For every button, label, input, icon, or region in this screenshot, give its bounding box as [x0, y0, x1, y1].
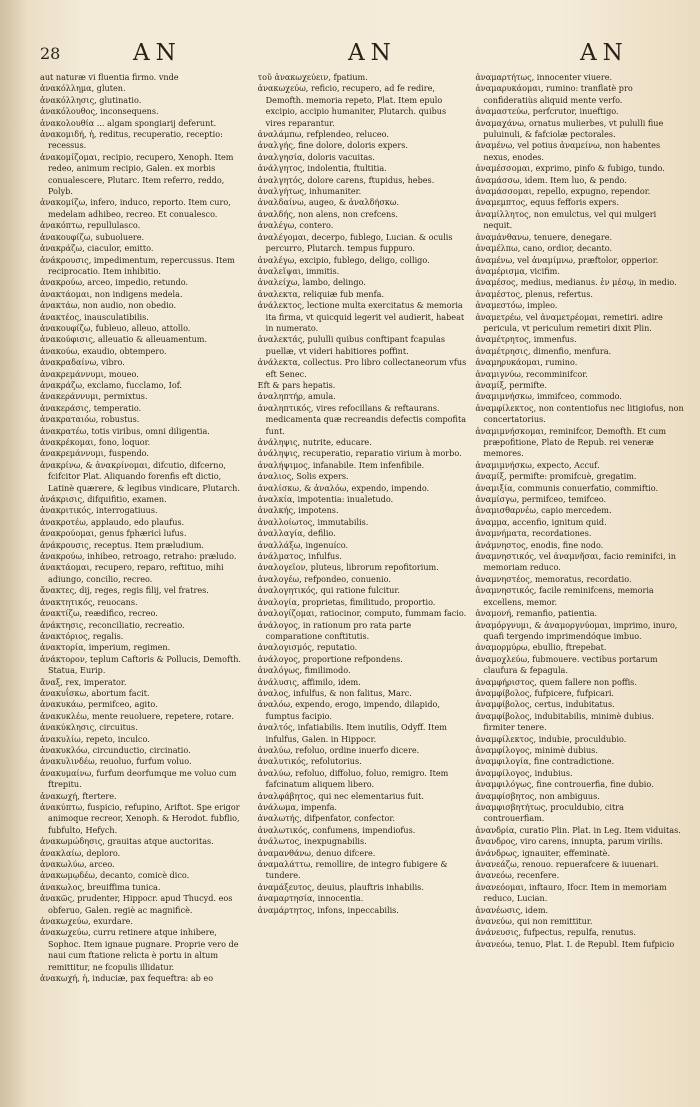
dictionary-entry: ἀναμνήματα, recordationes. — [475, 528, 592, 539]
dictionary-entry: ἀναλωτικός, confumens, impendiofus. — [257, 824, 416, 835]
dictionary-entry: ἀναλύω, refoluo, ordine inuerfo dicere. — [257, 744, 420, 755]
dictionary-entry: ἀναλυτικός, refolutorius. — [257, 756, 362, 767]
dictionary-entry: ἀνάκτορον, teplum Caftoris & Pollucis, Demofth. Statua, Eurip. — [40, 653, 241, 676]
dictionary-entry: ἀνάνδρως, ignauiter, effeminatè. — [475, 847, 611, 858]
dictionary-entry: ἄνανδρος, viro carens, innupta, parum virilis. — [475, 836, 663, 847]
dictionary-entry: ἀνακρίνω, & ἀνακρίνομαι, difcutio, difcerno, fcifcitor Plat. Aliquando forenfis eft dictio, Latinè quærere, & legibus vindicare, Plutarch. — [40, 459, 240, 493]
dictionary-entry: ἀναμίξ, permifte: promifcuè, gregatim. — [475, 471, 637, 482]
dictionary-entry: ἀνακριτικός, interrogatiuus. — [40, 505, 158, 516]
dictionary-entry: ἀνακραδαίνω, vibro. — [40, 357, 125, 368]
dictionary-entry: ἀναμμα, accenfio, ignitum quid. — [475, 516, 607, 527]
dictionary-entry: ἀνάλογος, proportione refpondens. — [257, 653, 403, 664]
dictionary-entry: ἀνακυκλέω, mente reuoluere, repetere, rotare. — [40, 710, 234, 721]
dictionary-entry: ἀναμαχάνω, ornatus mulierbes, vt pululli fiue puluinuli, & fafciolæ pectorales. — [475, 117, 664, 140]
dictionary-entry: ἀναμφίλογος, indubius. — [475, 767, 573, 778]
dictionary-entry: ἀναλωτής, difpenfator, confector. — [257, 813, 395, 824]
dictionary-entry: ἀναμετρέω, vel ἀναμετρέομαι, remetiri. adire pericula, vt periculum remetiri dixit Plin. — [475, 311, 663, 333]
dictionary-entry: ἀνακυλίω, repeto, inculco. — [40, 733, 150, 744]
dictionary-entry: ἀνάμνηστος, enodis, fine nodo. — [475, 539, 604, 550]
page-number: 28 — [40, 44, 61, 63]
dictionary-entry: ἀναμαρτησία, innocentia. — [257, 893, 364, 904]
column-middle — [258, 72, 467, 1095]
dictionary-entry: ἀναλλοίωτος, immutabilis. — [257, 516, 369, 527]
dictionary-entry: ἀνανεόομαι, inftauro, Ifocr. Item in memoriam reduco, Lucian. — [475, 881, 667, 904]
dictionary-entry: ἀνακτίζω, reædifico, recreo. — [40, 608, 158, 619]
dictionary-entry: ἀνακωχεύω, curru retinere atque inhibere, Sophoc. Item ignaue pugnare. Proprie vero de naui cum ftatione relicta è portu in altum remittitur, ne fcopulis illidatur. — [40, 927, 239, 972]
dictionary-entry: ἀναλίσκω, & ἀναλόω, expendo, impendo. — [257, 482, 430, 493]
dictionary-entry: ἀνακρέκομαι, fono, loquor. — [40, 437, 151, 447]
dictionary-entry: ἀναμφισβητήτως, proculdubio, citra controuerfiam. — [475, 802, 624, 824]
column-right — [475, 72, 684, 1095]
dictionary-entry: ἀναμφίλεκτος, indubie, proculdubio. — [475, 733, 627, 744]
dictionary-entry: ἀνακυμαίνω, furfum deorfumque me voluo cum ftrepitu. — [40, 767, 237, 790]
dictionary-entry: ἀνακόλλησις, glutinatio. — [40, 94, 142, 105]
dictionary-entry: ἀνακτητικός, reuocans. — [40, 596, 138, 607]
dictionary-entry: ἀναμεστόω, impleo. — [475, 300, 558, 311]
dictionary-entry: ἀναλγητός, dolore carens, ftupidus, hebes. — [257, 174, 435, 185]
dictionary-entry: ἀναμιγνύω, recomminifcor. — [475, 368, 588, 379]
dictionary-entry: ἀνακροτέω, applaudo, edo plaufus. — [40, 516, 185, 527]
dictionary-entry: ἀνακρεμάννυμι, fuspendo. — [40, 448, 149, 459]
dictionary-entry: ἀνακόλλημα, gluten. — [40, 83, 126, 94]
dictionary-entry: ἀναμένω, vel ἀναμίμνω, præftolor, opperior. — [475, 254, 659, 265]
dictionary-entry: ἀναμίλλητος, non emulctus, vel qui mulgeri nequit. — [475, 208, 657, 231]
dictionary-entry: ἀνακουφίζω, fubleuo, alleuo, attollo. — [40, 322, 191, 333]
dictionary-entry: ἀνακωχή, ftertere. — [40, 790, 117, 801]
dictionary-entry: ἀνακτορία, imperium, regimen. — [40, 642, 171, 653]
dictionary-entry: ἀναμίξ, permifte. — [475, 379, 547, 390]
dictionary-entry: ἀνακωχεύω, exurdare. — [40, 916, 133, 927]
dictionary-entry: ἀναμένω, vel potius ἀναμείνω, non habentes nexus, enodes. — [475, 140, 661, 162]
dictionary-entry: ἀνακρούω, inhibeo, retroago, retraho: præludo. — [40, 551, 237, 562]
dictionary-entry: ἀναμφίβολος, indubitabilis, minimè dubius. firmiter tenere. — [475, 710, 655, 733]
dictionary-entry: ἀναλογητικός, qui ratione fulcitur. — [257, 585, 400, 596]
dictionary-entry: ἀναμάσσομαι, repello, expugno, rependor. — [475, 186, 651, 197]
dictionary-entry: ἀνακομίζομαι, recipio, recupero, Xenoph. Item redeo, animum recipio, Galen. ex morbis conualescere, Plutarc. Item referro, reddo, Polyb. — [40, 151, 234, 197]
dictionary-entry: ἀναμάξευτος, deuius, plauftris inhabilis. — [257, 881, 424, 892]
column-left — [40, 72, 249, 1095]
dictionary-entry: ἀναλκής, impotens. — [257, 505, 339, 516]
dictionary-entry: ἀναλογία, proprietas, fimilitudo, proportio. — [257, 596, 436, 607]
dictionary-entry: ἀνάκρουσις, receptus. Item præludium. — [40, 539, 204, 550]
dictionary-entry: ἀναλάμπω, refplendeo, reluceo. — [257, 129, 389, 140]
dictionary-entry: ἀναλγής, fine dolore, doloris expers. — [257, 140, 408, 151]
dictionary-entry: ἀναμέσσομαι, exprimo, pinfo & fubigo, tundo. — [475, 163, 665, 174]
dictionary-entry: ἀνάλωτος, inexpugnabilis. — [257, 836, 367, 847]
dictionary-entry: ἀνακτάομαι, recupero, reparo, reftituo, mihi adiungo, concilio, recreo. — [40, 562, 224, 584]
dictionary-entry: ἀναμισθαρνέω, capio mercedem. — [475, 505, 612, 516]
dictionary-entry: ἀναμφιλόγως, fine controuerfia, fine dubio. — [475, 779, 654, 790]
text-columns — [40, 72, 684, 1095]
dictionary-entry: ἀναμέλπω, cano, ordior, decanto. — [475, 243, 613, 254]
dictionary-entry: ἀνάκρισις, difquifitio, examen. — [40, 494, 167, 505]
dictionary-entry: ἀναλτός, infatiabilis. Item inutilis, Odyff. Item infulfus, Galen. in Hippocr. — [257, 722, 447, 744]
dictionary-entry: ἀνακτάω, non audio, non obedio. — [40, 300, 177, 311]
dictionary-entry: ἀναμαρτήτως, innocenter viuere. — [475, 72, 613, 82]
dictionary-entry: ἀνακῶς, prudenter, Hippocr. apud Thucyd. eos obferuo, Galen. regiè ac magnificè. — [40, 893, 233, 915]
dictionary-entry: ἀνάληψις, recuperatio, reparatio virium à morbo. — [257, 448, 462, 459]
dictionary-entry: ἀνακύπτω, fuspicio, refupino, Ariftot. Spe erigor animoque recreor, Xenoph. & Herodot. fubflio, fubfulto, Hefych. — [40, 802, 240, 835]
dictionary-entry: ἀνακράζω, exclamo, fucclamo, Iof. — [40, 379, 182, 390]
dictionary-entry: ἀνάνευσις, fufpectus, repulfa, renutus. — [475, 927, 636, 938]
dictionary-entry: ἀναμηρυκάομαι, rumino. — [475, 357, 578, 368]
dictionary-entry: ἀναλογισμός, reputatio. — [257, 642, 358, 653]
dictionary-entry: ἀνακτόριος, regalis. — [40, 630, 124, 641]
dictionary-entry: ἀνακομίζω, infero, induco, reporto. Item curo, medelam adhibeo, recreo. Et conualesco. — [40, 197, 231, 219]
dictionary-entry: ἀναμάνθανω, tenuere, denegare. — [475, 231, 613, 242]
dictionary-entry: ἀναλόω, expendo, erogo, impendo, dilapido, fumptus facipio. — [257, 699, 440, 721]
dictionary-entry: ἀνακεράσις, temperatio. — [40, 402, 142, 413]
dictionary-entry: ἀναμοχλεύω, fubmouere. vectibus portarum claufura & fepagula. — [475, 653, 658, 676]
dictionary-entry: ἀνακούω, exaudio, obtempero. — [40, 345, 167, 356]
dictionary-entry: ἀνακτέος, inausculatibilis. — [40, 311, 149, 322]
dictionary-entry: ἀναμέστος, plenus, refertus. — [475, 288, 593, 299]
dictionary-entry: ἀναμάσσω, idem. Item luo, & pendo. — [475, 174, 627, 185]
dictionary-entry: ἀναμφιλογία, fine contradictione. — [475, 756, 615, 767]
dictionary-entry: ἄναξ, rex, imperator. — [40, 676, 127, 687]
dictionary-entry: Eft & pars hepatis. — [257, 379, 336, 390]
dictionary-entry: ἀναλογεῖον, pluteus, librorum repofitorium. — [257, 562, 439, 573]
dictionary-entry: ἀναλείχω, lambo, delingo. — [257, 277, 366, 288]
dictionary-entry: ἀνακόλουθος, inconsequens. — [40, 106, 159, 117]
dictionary-entry: ἀνακράζω, ciaculor, emitto. — [40, 243, 154, 254]
dictionary-entry: ἀνακουφίζω, subuoluere. — [40, 231, 145, 242]
dictionary-entry: ἀναλεκτα, reliquiæ fub menfa. — [257, 288, 385, 299]
dictionary-entry: ἀναμάρτητος, infons, inpeccabilis. — [257, 904, 399, 915]
dictionary-entry: ἀναμιξία, communis conuerfatio, commiftio. — [475, 482, 659, 493]
dictionary-entry: ἀναμφίβολος, certus, indubitatus. — [475, 699, 615, 710]
dictionary-entry: ἀναμέρισμα, vicifim. — [475, 265, 560, 276]
running-head-left: AN — [133, 40, 182, 66]
dictionary-entry: ἀνανεύω, qui non remittitur. — [475, 916, 593, 927]
dictionary-entry: ἀναλεκτάς, pululli quibus conftipant fcapulas puellæ, vt videri habitiores poffint. — [257, 334, 445, 356]
dictionary-entry: ἀνάληψις, nutrite, educare. — [257, 437, 372, 447]
dictionary-entry: ἀναλφάβητος, qui nec elementarius fuit. — [257, 790, 424, 801]
dictionary-entry: ἀναλιος, Solis expers. — [257, 471, 349, 482]
dictionary-entry: ἀνάκτησις, reconciliatio, recreatio. — [40, 619, 185, 630]
dictionary-entry: ἀναλεῖψαι, immitis. — [257, 265, 340, 276]
dictionary-entry: ἀνακομιδή, ἡ, reditus, recuperatio, receptio: recessus. — [40, 129, 223, 151]
dictionary-entry: τοῦ ἀνακωχεύειν, fpatium. — [257, 72, 368, 82]
dictionary-entry: ἀνάλγητος, indolentia, ftultitia. — [257, 163, 387, 174]
dictionary-entry: ἀνακωλος, breuiffima tunica. — [40, 881, 161, 892]
dictionary-entry: ἀνακωχεύω, reficio, recupero, ad fe redire, Demofth. memoria repeto, Plat. Item epulo excipio, accipio humaniter, Plutarch. quibus vires reparantur. — [257, 83, 447, 128]
dictionary-entry: ἀναμφίβολος, fufpicere, fufpicari. — [475, 687, 614, 698]
dictionary-entry: ἀναμιμνήσκω, expecto, Accuf. — [475, 459, 600, 470]
dictionary-entry: ἀναλήψιμος, infanabile. Item infenfibile. — [257, 459, 425, 470]
dictionary-entry: ἀνανδρία, curatio Plin. Plat. in Leg. Item viduitas. — [475, 824, 681, 835]
dictionary-entry: ἀναμέτρησις, dimenfio, menfura. — [475, 345, 612, 356]
dictionary-entry: ἀναμανθάνω, denuo difcere. — [257, 847, 376, 858]
dictionary-entry: ἀνανεάζω, renouo. repuerafcere & iuuenari. — [475, 859, 659, 870]
dictionary-entry: aut naturæ vi fluentia firmo. vnde — [40, 72, 179, 82]
dictionary-entry: ἀναμνηστικός, vel ἀναμνῆσαι, facio reminifci, in memoriam reduco. — [475, 551, 676, 573]
dictionary-entry: ἀναληπτήρ, amula. — [257, 391, 336, 402]
dictionary-entry: ἀνακόπτω, repullulasco. — [40, 220, 141, 231]
dictionary-entry: ἀναμφίλογος, minimè dubius. — [475, 744, 598, 755]
dictionary-entry: ἀνακωμώδησις, grauitas atque auctoritas. — [40, 836, 214, 847]
dictionary-entry: ἀναμορμύρω, ebullio, ftrepebat. — [475, 642, 607, 653]
page-header — [40, 40, 684, 70]
dictionary-entry: ἀνακραταιόω, robustus. — [40, 414, 140, 425]
dictionary-entry: ἀναμαλάττω, remollire, de integro fubigere & tundere. — [257, 859, 448, 881]
dictionary-entry: ἀνακρούομαι, genus fphæricì lufus. — [40, 528, 187, 539]
dictionary-entry: ἀνανεόω, recenfere. — [475, 870, 560, 881]
dictionary-entry: ἀναληπτικός, vires refocillans & reftaurans. medicamenta quæ recreandis defectis compofita funt. — [257, 402, 467, 436]
dictionary-entry: ἀνακωχή, ἡ, induciæ, pax fequeftra: ab eo — [40, 973, 214, 984]
dictionary-entry: ἀναμφίλεκτος, non contentiofus nec litigiofus, non concertatorius. — [475, 402, 684, 425]
dictionary-entry: ἀναλκία, impotentia: inualetudo. — [257, 494, 394, 505]
dictionary-entry: ἀνάλεκτα, collectus. Pro libro collectaneorum vfus eft Senec. — [257, 357, 467, 379]
running-head-right: AN — [580, 40, 629, 66]
dictionary-entry: ἀνακυκάω, permifceo, agito. — [40, 699, 158, 710]
dictionary-entry: ἀναλέγω, contero. — [257, 220, 334, 231]
dictionary-entry: ἀναμιμνήσκομαι, reminifcor, Demofth. Et cum præpofitione, Plato de Repub. rei veneræ memores. — [475, 425, 666, 459]
gutter-shadow — [0, 0, 28, 1107]
dictionary-entry: ἀνακεράννυμι, permixtus. — [40, 391, 148, 402]
dictionary-entry: ἀναμέτρητος, immenfus. — [475, 334, 577, 345]
dictionary-entry: ἀνακρεμάννυμι, moueo. — [40, 368, 139, 379]
dictionary-entry: ἀναμέσος, medius, medianus. ἐν μέσῳ, in medio. — [475, 277, 677, 288]
running-head-center: AN — [348, 40, 397, 66]
dictionary-entry: ἀναλόγως, fimilimodo. — [257, 665, 351, 676]
dictionary-entry: ἀνακύκλησις, circuitus. — [40, 722, 138, 733]
dictionary-entry: ἀναλογέω, refpondeo, conuenio. — [257, 573, 391, 584]
dictionary-entry: ἀναμνηστικός, facile reminifcens, memoria excellens, memor. — [475, 585, 654, 607]
dictionary-entry: ἀναλέγομαι, decerpo, fublego, Lucian. & oculis percurro, Plutarch. tempus fuppuro. — [257, 231, 453, 254]
dictionary-entry: ἀνακωμῳδέω, decanto, comicè dico. — [40, 870, 190, 881]
dictionary-entry: ἀναμνηστέος, memoratus, recordatio. — [475, 573, 632, 584]
dictionary-entry: ἀναλογίζομαι, ratiocinor, computo, fummam facio. — [257, 608, 467, 619]
dictionary-entry: ἀνακρατέω, totis viribus, omni diligentia. — [40, 425, 210, 436]
dictionary-entry: ἄνακτες, dij, reges, regis filij, vel fratres. — [40, 585, 209, 596]
dictionary-entry: ἀνάλωμα, impenfa. — [257, 802, 337, 812]
dictionary-entry: ἀναλύω, refoluo, diffoluo, foluo, remigro. Item fafcinatum aliquem libero. — [257, 767, 449, 790]
dictionary-entry: ἀνανεόω, tenuo, Plat. I. de Republ. Item fufpicio — [475, 938, 675, 949]
dictionary-entry: ἀναλγησία, doloris vacuitas. — [257, 151, 375, 162]
dictionary-entry: ἀνακτάομαι, non indigens medela. — [40, 288, 183, 299]
dictionary-entry: ἀναλδαίνω, augeo, & ἀναλδήσκω. — [257, 197, 400, 208]
dictionary-entry: ἀνακολουθία ... algam spongiarij deferunt. — [40, 117, 217, 128]
dictionary-entry: ἀναμφήριστος, quem fallere non poffis. — [475, 676, 637, 687]
dictionary-entry: ἀνακούφισις, alleuatio & alleuamentum. — [40, 334, 208, 345]
dictionary-entry: ἀναμονή, remanfio, patientia. — [475, 608, 598, 619]
dictionary-entry: ἀνακυλινδέω, reuoluo, furfum voluo. — [40, 756, 192, 767]
dictionary-entry: ἀναμφίσβητος, non ambiguus. — [475, 790, 600, 801]
dictionary-entry: ἀναλδής, non alens, non crefcens. — [257, 208, 398, 219]
dictionary-entry: ἀνακρούω, arceo, impedio, retundo. — [40, 277, 189, 288]
dictionary-entry: ἀναμιμνήσκω, immifceo, commodo. — [475, 391, 622, 402]
dictionary-entry: ἀνακυκλόω, circunductio, circinatio. — [40, 744, 191, 755]
dictionary-entry: ἀναμόργνυμι, & ἀναμοργνύομαι, imprimo, inuro, quafi tergendo imprimendóque imbuo. — [475, 619, 678, 641]
dictionary-entry: ἀνάλεκτος, lectione multa exercitatus & memoria ita firma, vt quicquid legerit vel audierit, habeat in numerato. — [257, 300, 465, 333]
dictionary-entry: ἀναλλαγία, defilio. — [257, 528, 336, 539]
dictionary-entry: ἀνάλματος, infulfus. — [257, 551, 342, 562]
dictionary-entry: ἀνακυΐσκω, abortum facit. — [40, 687, 150, 698]
dictionary-entry: ἀναμίσγω, permifceo, temifceo. — [475, 494, 607, 505]
dictionary-entry: ἀναλος, infulfus, & non falitus, Marc. — [257, 687, 412, 698]
dictionary-entry: ἀνακλαίω, deploro. — [40, 847, 121, 858]
dictionary-entry: ἀνανέωσις, idem. — [475, 904, 549, 915]
dictionary-entry: ἀναμεμπτος, equus fefforis expers. — [475, 197, 619, 208]
dictionary-entry: ἀναλέγω, excipio, fublego, deligo, colligo. — [257, 254, 430, 265]
dictionary-entry: ἀνάλυσις, affimilo, idem. — [257, 676, 361, 687]
dictionary-entry: ἀναλγήτως, inhumaniter. — [257, 186, 362, 197]
dictionary-entry: ἀνάκρουσις, impedimentum, repercussus. Item reciprocatio. Item inhibitio. — [40, 254, 235, 276]
dictionary-entry: ἀνακωλύω, arceo. — [40, 859, 115, 870]
dictionary-entry: ἀναλλάξω, ingenuíco. — [257, 539, 349, 550]
dictionary-entry: ἀνάλογος, in rationum pro rata parte comparatione conftitutis. — [257, 619, 412, 641]
dictionary-entry: ἀναμαστεύω, perfcrutor, inueftigo. — [475, 106, 619, 117]
dictionary-entry: ἀναμαρυκάομαι, rumino: tranflatè pro confideratiùs aliquid mente verfo. — [475, 83, 633, 105]
